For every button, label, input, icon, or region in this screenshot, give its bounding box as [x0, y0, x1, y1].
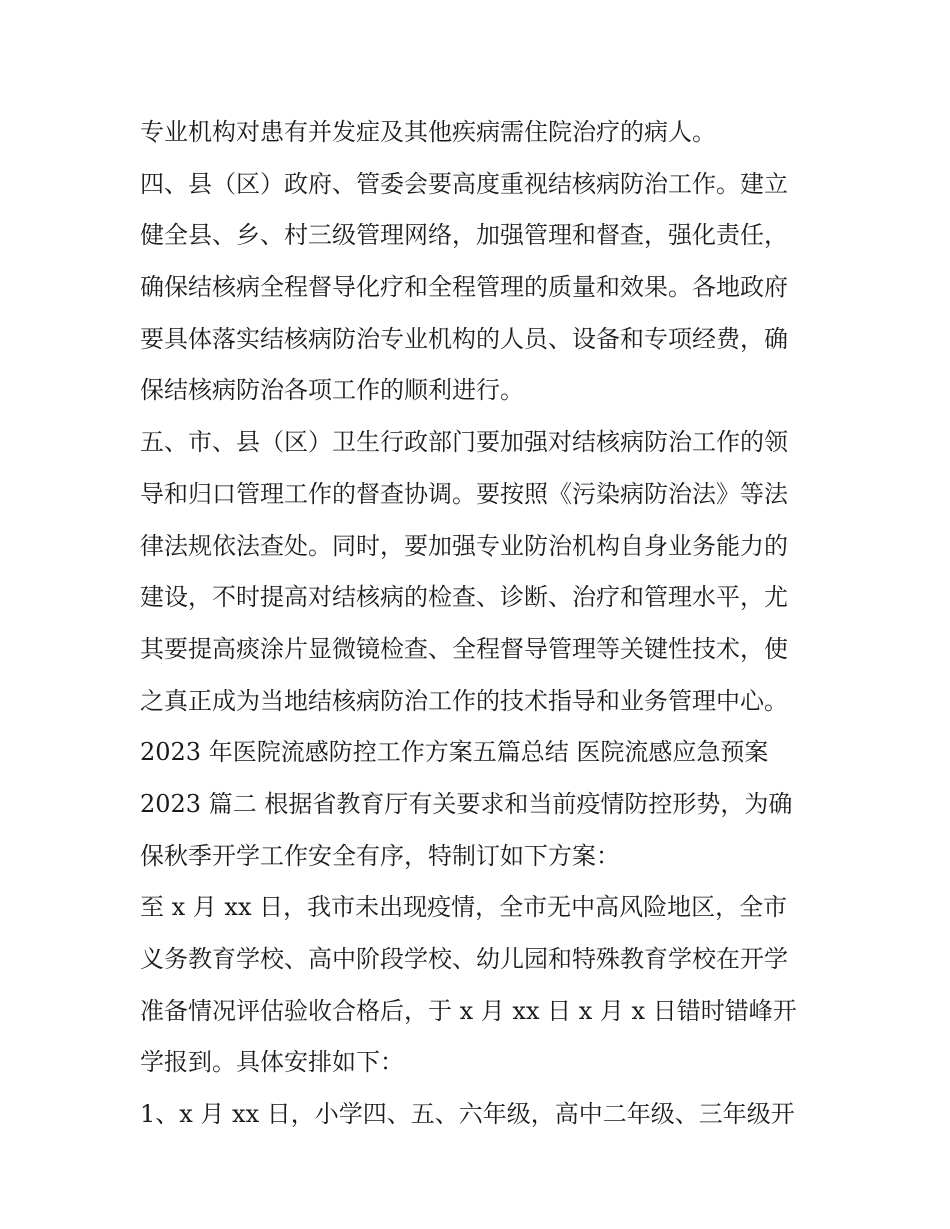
text-line: 2023 篇二 根据省教育厅有关要求和当前疫情防控形势，为确 [140, 789, 793, 818]
text-line: 至 x 月 xx 日，我市未出现疫情，全市无中高风险地区，全市 [140, 893, 788, 922]
text-line: 健全县、乡、村三级管理网络，加强管理和督查，强化责任， [140, 221, 788, 250]
text-line: 义务教育学校、高中阶段学校、幼儿园和特殊教育学校在开学 [140, 945, 788, 973]
text-line: 要具体落实结核病防治专业机构的人员、设备和专项经费，确 [140, 324, 788, 353]
text-line: 准备情况评估验收合格后，于 x 月 xx 日 x 月 x 日错时错峰开 [140, 996, 797, 1025]
text-line: 保秋季开学工作安全有序，特制订如下方案： [140, 841, 620, 870]
text-line: 保结核病防治各项工作的顺利进行。 [140, 376, 524, 405]
text-line: 其要提高痰涂片显微镜检查、全程督导管理等关键性技术，使 [140, 634, 788, 663]
text-line: 导和归口管理工作的督查协调。要按照《污染病防治法》等法 [140, 479, 788, 508]
text-line: 2023 年医院流感防控工作方案五篇总结 医院流感应急预案 [140, 738, 769, 767]
text-line: 学报到。具体安排如下： [140, 1048, 404, 1077]
text-line: 确保结核病全程督导化疗和全程管理的质量和效果。各地政府 [140, 273, 788, 302]
text-line: 四、县（区）政府、管委会要高度重视结核病防治工作。建立 [140, 169, 788, 198]
document-body [140, 107, 820, 1141]
text-line: 建设，不时提高对结核病的检查、诊断、治疗和管理水平，尤 [140, 583, 788, 612]
text-line: 五、市、县（区）卫生行政部门要加强对结核病防治工作的领 [140, 428, 788, 457]
text-line: 专业机构对患有并发症及其他疾病需住院治疗的病人。 [140, 118, 716, 146]
text-line: 之真正成为当地结核病防治工作的技术指导和业务管理中心。 [140, 686, 788, 715]
text-line: 律法规依法查处。同时，要加强专业防治机构自身业务能力的 [140, 531, 788, 560]
text-line: 1、x 月 xx 日，小学四、五、六年级，高中二年级、三年级开 [140, 1100, 795, 1129]
